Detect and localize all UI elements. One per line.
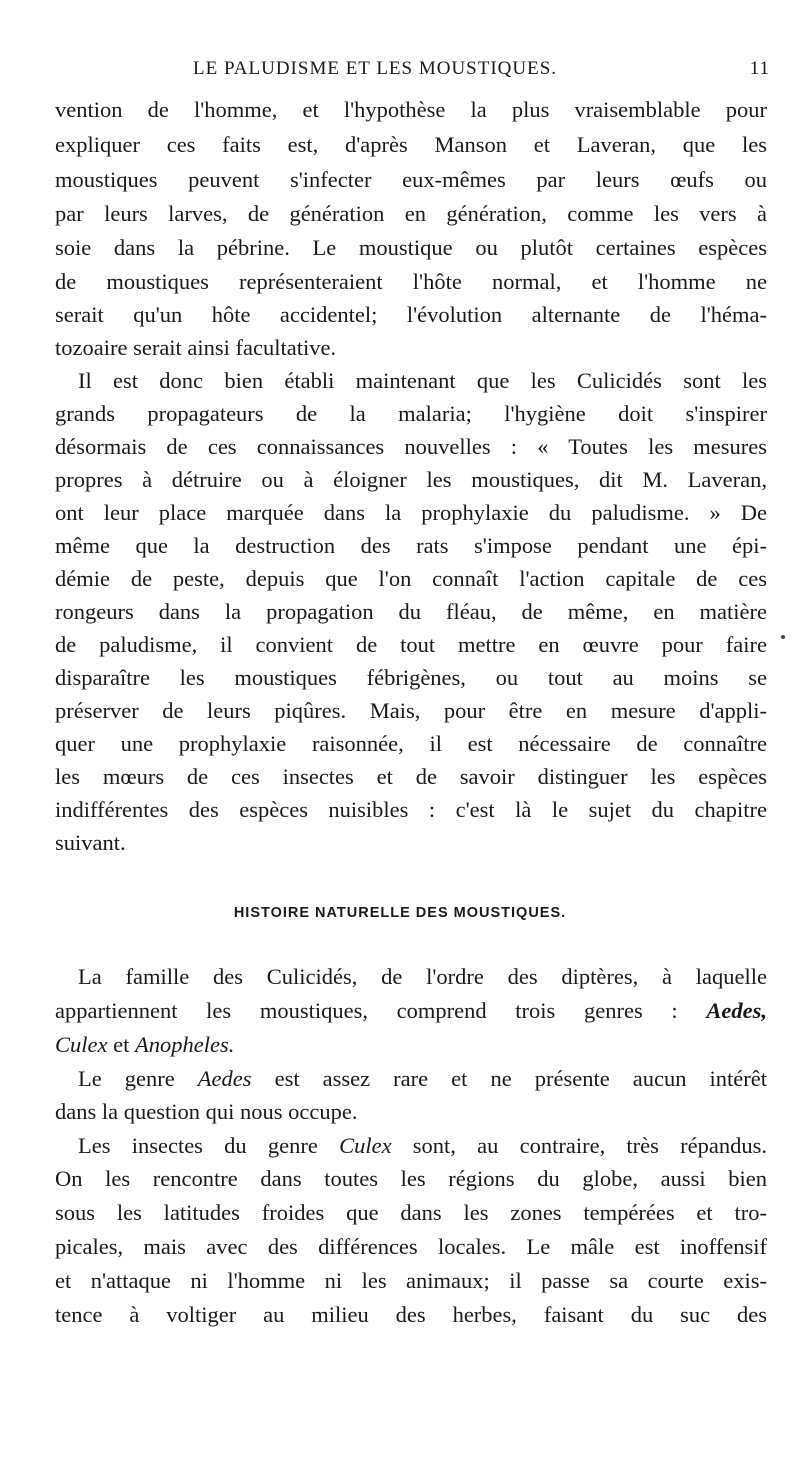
text-line: désormais de ces connaissances nouvelles : « Toutes les mesures [55,434,767,459]
text-line: ont leur place marquée dans la prophylaxie du paludisme. » De [55,500,767,525]
text-line [78,1131,767,1161]
text-line: tozoaire serait ainsi facultative. [55,335,337,360]
text-line: indifférentes des espèces nuisibles : c'est là le sujet du chapitre [55,797,767,822]
genus-name: Anopheles. [134,1032,235,1057]
ink-speck [781,635,785,639]
text-line [78,1064,767,1094]
text-line: dans la question qui nous occupe. [55,1099,358,1124]
text-line: de paludisme, il convient de tout mettre en œuvre pour faire [55,632,767,657]
text-span: Le genre [78,1066,198,1091]
text-line: On les rencontre dans toutes les régions du globe, aussi bien [55,1166,767,1191]
text-span: est assez rare et ne présente aucun intérêt [251,1066,767,1091]
text-line: préserver de leurs piqûres. Mais, pour être en mesure d'appli- [55,698,767,723]
section-heading: HISTOIRE NATURELLE DES MOUSTIQUES. [233,905,567,921]
genus-name: Aedes [197,1066,252,1091]
text-line: tence à voltiger au milieu des herbes, faisant du suc des [55,1302,767,1327]
text-line: soie dans la pébrine. Le moustique ou plutôt certaines espèces [55,235,767,260]
text-span: sont, au contraire, très répandus. [391,1133,767,1158]
page-number: 11 [749,58,770,79]
text-line: démie de peste, depuis que l'on connaît l'action capitale de ces [55,566,767,591]
text-line: moustiques peuvent s'infecter eux-mêmes par leurs œufs ou [55,167,767,192]
genus-name: Culex [55,1032,108,1057]
text-line: disparaître les moustiques fébrigènes, ou tout au moins se [55,665,767,690]
text-line: et n'attaque ni l'homme ni les animaux; il passe sa courte exis- [55,1268,767,1293]
text-line: La famille des Culicidés, de l'ordre des diptères, à laquelle [78,964,767,989]
text-span: Les insectes du genre [78,1133,340,1158]
text-line: serait qu'un hôte accidentel; l'évolution alternante de l'héma- [55,302,767,327]
text-span: et [107,1032,135,1057]
genus-name: Aedes, [706,998,767,1023]
text-line: les mœurs de ces insectes et de savoir distinguer les espèces [55,764,767,789]
text-line: quer une prophylaxie raisonnée, il est nécessaire de connaître [55,731,767,756]
text-line [55,996,767,1026]
text-span: appartiennent les moustiques, comprend trois genres : [55,998,707,1023]
genus-name: Culex [339,1133,392,1158]
text-line: rongeurs dans la propagation du fléau, de même, en matière [55,599,767,624]
text-line: même que la destruction des rats s'impose pendant une épi- [55,533,767,558]
text-line: par leurs larves, de génération en génération, comme les vers à [55,201,767,226]
text-line [55,1030,767,1060]
text-line: Il est donc bien établi maintenant que les Culicidés sont les [78,368,767,393]
text-line: picales, mais avec des différences locales. Le mâle est inoffensif [55,1234,767,1259]
text-line: sous les latitudes froides que dans les zones tempérées et tro- [55,1200,767,1225]
text-line: grands propagateurs de la malaria; l'hygiène doit s'inspirer [55,401,767,426]
running-title: LE PALUDISME ET LES MOUSTIQUES. [193,58,558,79]
text-line: expliquer ces faits est, d'après Manson et Laveran, que les [55,132,767,157]
running-head [55,58,770,88]
text-line: suivant. [55,830,126,855]
text-line: de moustiques représenteraient l'hôte normal, et l'homme ne [55,269,767,294]
text-line: propres à détruire ou à éloigner les moustiques, dit M. Laveran, [55,467,767,492]
text-line: vention de l'homme, et l'hypothèse la plus vraisemblable pour [55,97,767,122]
